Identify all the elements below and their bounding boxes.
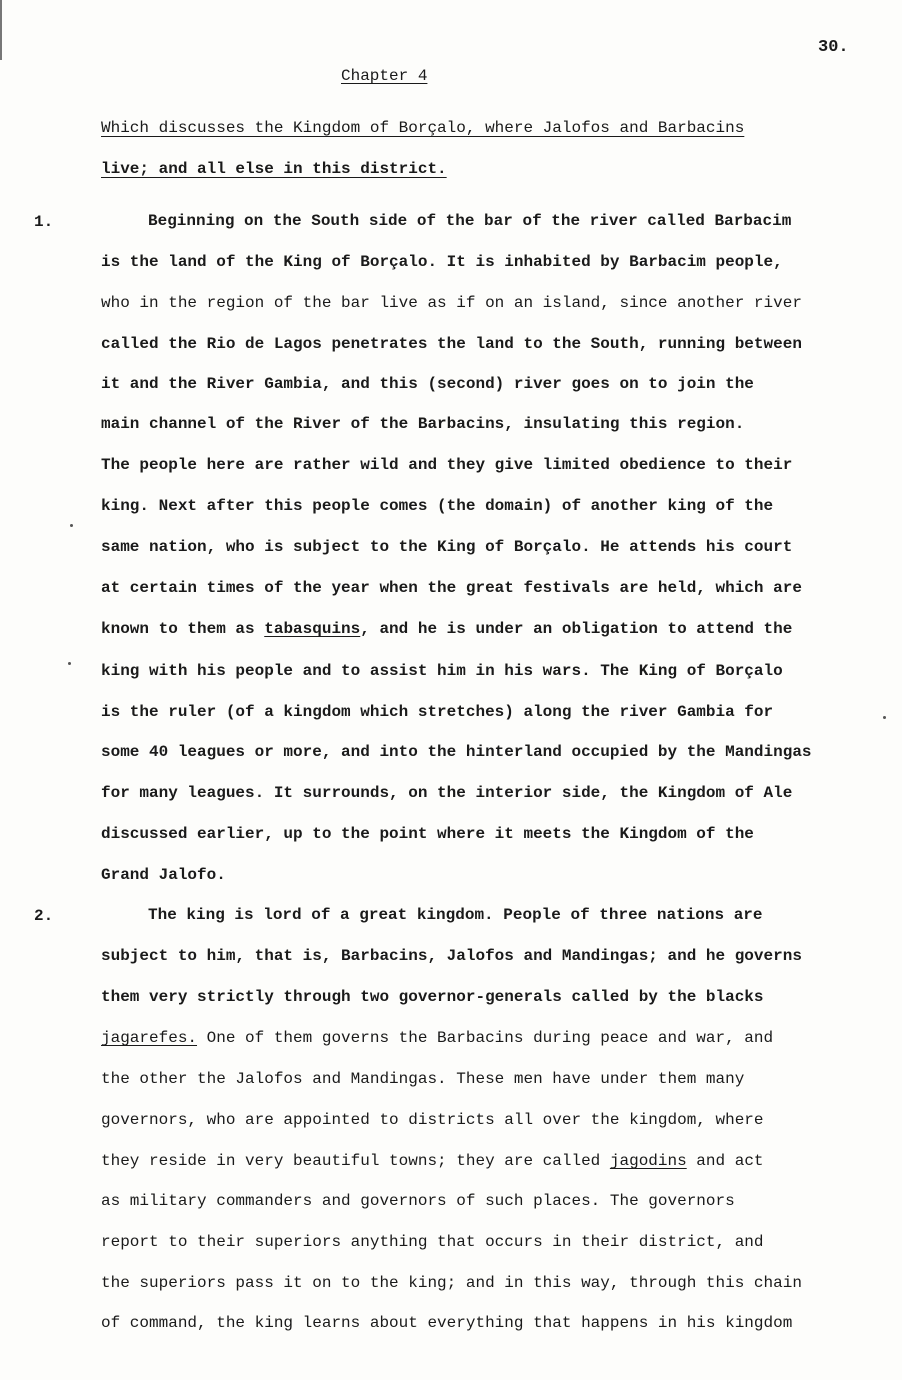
paragraph-line: [101, 619, 792, 639]
underlined-term: jagarefes.: [101, 1029, 198, 1047]
paragraph-line: Beginning on the South side of the bar of the river called Barbacim: [148, 212, 792, 230]
scan-speck: [68, 662, 71, 665]
line-text: One of them governs the Barbacins during peace and war, and: [197, 1029, 774, 1047]
paragraph-line: [101, 1028, 773, 1048]
paragraph-line: The king is lord of a great kingdom. People of three nations are: [148, 906, 763, 924]
paragraph-number: 2.: [34, 907, 54, 925]
paragraph-line: as military commanders and governors of such places. The governors: [101, 1192, 735, 1210]
paragraph-line: The people here are rather wild and they give limited obedience to their: [101, 456, 793, 474]
paragraph-line: it and the River Gambia, and this (second) river goes on to join the: [101, 375, 754, 393]
scan-edge-mark: [0, 0, 2, 60]
paragraph-number: 1.: [34, 213, 54, 231]
paragraph-line: king. Next after this people comes (the domain) of another king of the: [101, 497, 774, 515]
paragraph-line: some 40 leagues or more, and into the hinterland occupied by the Mandingas: [101, 743, 812, 761]
paragraph-line: for many leagues. It surrounds, on the interior side, the Kingdom of Ale: [101, 784, 793, 802]
line-text: they reside in very beautiful towns; they are called: [101, 1152, 610, 1170]
paragraph-line: [101, 1151, 764, 1171]
paragraph-line: Grand Jalofo.: [101, 866, 226, 884]
paragraph-line: the other the Jalofos and Mandingas. These men have under them many: [101, 1070, 745, 1088]
paragraph-line: at certain times of the year when the great festivals are held, which are: [101, 579, 802, 597]
line-text: , and he is under an obligation to attend the: [360, 620, 793, 638]
paragraph-line: king with his people and to assist him in his wars. The King of Borçalo: [101, 662, 783, 680]
chapter-heading-line-2: live; and all else in this district.: [101, 160, 447, 178]
paragraph-line: discussed earlier, up to the point where it meets the Kingdom of the: [101, 825, 754, 843]
paragraph-line: called the Rio de Lagos penetrates the land to the South, running between: [101, 335, 802, 353]
page-number: 30.: [818, 38, 849, 57]
paragraph-line: report to their superiors anything that occurs in their district, and: [101, 1233, 764, 1251]
chapter-heading-line-1: Which discusses the Kingdom of Borçalo, where Jalofos and Barbacins: [101, 119, 745, 137]
paragraph-line: governors, who are appointed to districts all over the kingdom, where: [101, 1111, 764, 1129]
line-text: and act: [686, 1152, 764, 1170]
paragraph-line: main channel of the River of the Barbacins, insulating this region.: [101, 415, 745, 433]
chapter-title: Chapter 4: [341, 67, 428, 85]
line-text: known to them as: [101, 620, 265, 638]
scan-speck: [70, 524, 73, 527]
paragraph-line: the superiors pass it on to the king; and in this way, through this chain: [101, 1274, 802, 1292]
scan-speck: [883, 716, 886, 719]
paragraph-line: who in the region of the bar live as if on an island, since another river: [101, 294, 802, 312]
paragraph-line: same nation, who is subject to the King of Borçalo. He attends his court: [101, 538, 793, 556]
paragraph-line: is the ruler (of a kingdom which stretches) along the river Gambia for: [101, 703, 774, 721]
paragraph-line: them very strictly through two governor-generals called by the blacks: [101, 988, 764, 1006]
paragraph-line: subject to him, that is, Barbacins, Jalofos and Mandingas; and he governs: [101, 947, 802, 965]
paragraph-line: of command, the king learns about everything that happens in his kingdom: [101, 1314, 793, 1332]
underlined-term: tabasquins: [264, 620, 361, 638]
paragraph-line: is the land of the King of Borçalo. It is inhabited by Barbacim people,: [101, 253, 783, 271]
underlined-term: jagodins: [609, 1152, 687, 1170]
